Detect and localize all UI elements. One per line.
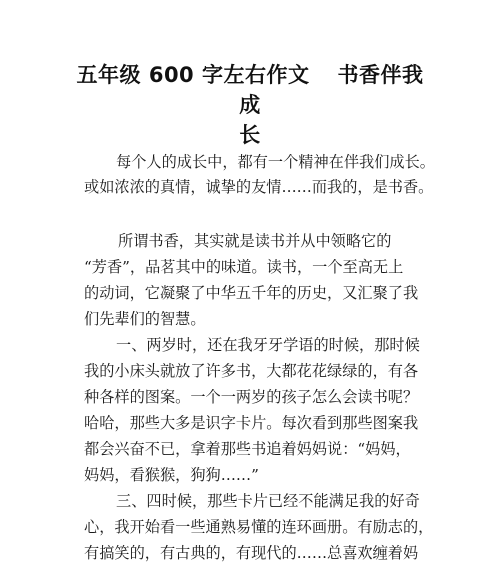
paragraph-4-line-1: 三、四时候，那些卡片已经不能满足我的好奇	[116, 492, 420, 510]
paragraph-2-line-1: 所谓书香，其实就是读书并从中领略它的	[118, 232, 392, 250]
paragraph-1-line-1: 每个人的成长中，都有一个精神在伴我们成长。	[116, 153, 435, 171]
paragraph-3-line-6: 妈妈，看猴猴，狗狗……”	[84, 466, 259, 484]
paragraph-4-line-2: 心，我开始看一些通熟易懂的连环画册。有励志的，	[84, 518, 434, 536]
paragraph-3-line-2: 我的小床头就放了许多书，大都花花绿绿的，有各	[84, 362, 419, 380]
paragraph-2-line-3: 的动词，它凝聚了中华五千年的历史，又汇聚了我	[84, 284, 419, 302]
paragraph-2-line-4: 们先辈们的智慧。	[84, 310, 206, 328]
title-part-1: 五年级 600 字左右作文	[76, 63, 310, 87]
title-line-1	[70, 60, 430, 120]
title-line-2: 长	[239, 123, 261, 147]
document-title	[70, 60, 430, 150]
paragraph-3-line-4: 哈哈，那些大多是识字卡片。每次看到那些图案我	[84, 414, 419, 432]
title-part-2: 书香伴我成	[239, 63, 424, 117]
paragraph-2-line-2: “芳香”，品茗其中的味道。读书，一个至高无上	[84, 258, 404, 276]
paragraph-3-line-3: 种各样的图案。一个一两岁的孩子怎么会读书呢？	[84, 388, 419, 406]
paragraph-1-line-2: 或如浓浓的真情，诚挚的友情……而我的，是书香。	[84, 178, 434, 196]
paragraph-3-line-1: 一、两岁时，还在我牙牙学语的时候，那时候	[116, 336, 420, 354]
paragraph-3-line-5: 都会兴奋不已，拿着那些书追着妈妈说：“妈妈，	[84, 440, 411, 458]
paragraph-4-line-3: 有搞笑的，有古典的，有现代的……总喜欢缠着妈	[84, 544, 419, 562]
